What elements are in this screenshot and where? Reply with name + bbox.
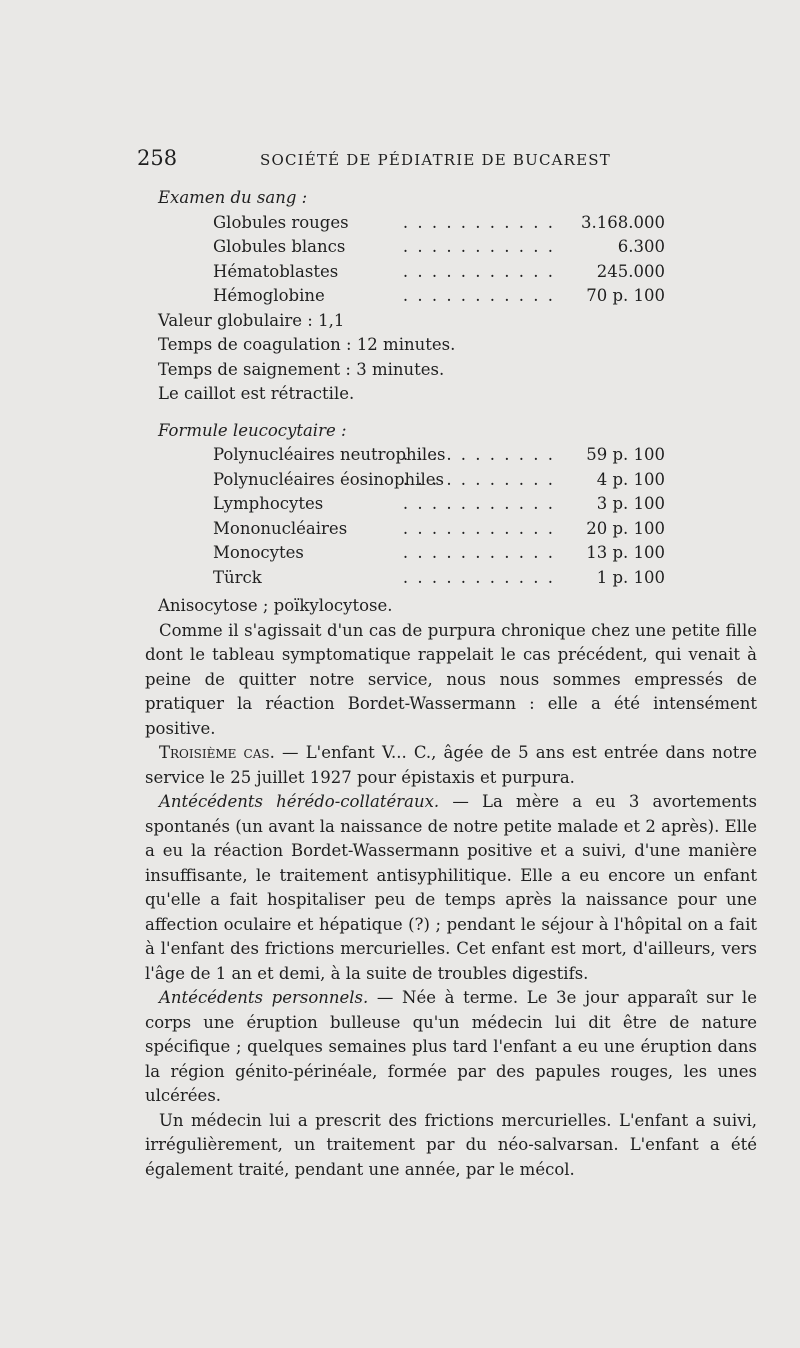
row-label: Globules blancs: [213, 237, 346, 256]
row-value: 4 p. 100: [596, 469, 665, 489]
paragraph-purpura: Comme il s'agissait d'un cas de purpura chronique chez une petite fille dont le tableau symptomatique rappelait le cas précédent, qui venait à peine de quitter notre service, nous nous sommes empressés de pratiquer la réaction Bordet-Wassermann : elle a été intensément positive.: [145, 620, 757, 738]
row-label: Hémoglobine: [213, 286, 325, 305]
table-row: [145, 211, 757, 236]
table-row: [145, 541, 757, 566]
row-value: 20 p. 100: [586, 518, 665, 538]
row-label: Türck: [213, 567, 262, 587]
row-label: Lymphocytes: [213, 494, 324, 513]
table-row: [145, 443, 757, 468]
personal-heading: Antécédents personnels.: [159, 988, 369, 1007]
dot-leader: . . . . . . . . . . .: [402, 212, 555, 232]
dot-leader: . . . . . . . . . . .: [402, 286, 555, 305]
table-row: [145, 235, 757, 260]
running-title: SOCIÉTÉ DE PÉDIATRIE DE BUCAREST: [260, 151, 611, 169]
dot-leader: . . . . . . . . . . .: [402, 518, 555, 538]
statement-line: Temps de saignement : 3 minutes.: [158, 359, 445, 379]
row-value: 3 p. 100: [596, 494, 665, 513]
row-value: 70 p. 100: [586, 286, 665, 305]
statement-line: Le caillot est rétractile.: [158, 384, 355, 403]
dot-leader: . . . . . . . . . . .: [402, 445, 555, 464]
row-value: 1 p. 100: [596, 567, 665, 587]
row-label: Polynucléaires neutrophiles: [213, 445, 446, 464]
paragraph-personal: [145, 986, 757, 1109]
row-value: 245.000: [596, 261, 665, 281]
row-label: Mononucléaires: [213, 518, 348, 538]
row-value: 59 p. 100: [586, 445, 665, 464]
third-case-heading: Troisième cas.: [159, 743, 275, 762]
row-label: Monocytes: [213, 543, 304, 562]
table-row: [145, 517, 757, 542]
paragraph-treatment: Un médecin lui a prescrit des frictions mercurielles. L'enfant a suivi, irrégulièrement, un traitement par du néo-salvarsan. L'enfant a été également traité, pendant une année, par le mécol.: [145, 1110, 757, 1179]
statement-line: Valeur globulaire : 1,1: [158, 310, 345, 330]
statement-line: Temps de coagulation : 12 minutes.: [158, 335, 456, 354]
paragraph-heredo: [145, 790, 757, 986]
row-value: 3.168.000: [581, 212, 665, 232]
blood-table: [145, 211, 757, 309]
row-label: Globules rouges: [213, 212, 349, 232]
table-row: [145, 284, 757, 309]
dot-leader: . . . . . . . . . . .: [402, 261, 555, 281]
section-heading-formula: Formule leucocytaire :: [158, 420, 347, 440]
table-row: [145, 566, 757, 591]
dot-leader: . . . . . . . . . . .: [402, 494, 555, 513]
page-body: [145, 186, 757, 1182]
leukocyte-table: [145, 443, 757, 590]
row-value: 6.300: [617, 237, 665, 256]
row-label: Polynucléaires éosinophiles: [213, 469, 444, 489]
page-number: 258: [137, 146, 178, 170]
third-case-text: — L'enfant V... C., âgée de 5 ans est entrée dans notre service le 25 juillet 1927 pour épistaxis et purpura.: [145, 743, 758, 787]
heredo-heading: Antécédents hérédo-collatéraux.: [159, 792, 440, 811]
anisocytosis-line: Anisocytose ; poïkylocytose.: [158, 596, 393, 615]
blood-statements: [145, 309, 757, 407]
table-row: [145, 492, 757, 517]
table-row: [145, 468, 757, 493]
dot-leader: . . . . . . . . . . .: [402, 567, 555, 587]
page-header: [137, 146, 667, 176]
dot-leader: . . . . . . . . . . .: [402, 543, 555, 562]
personal-text: — Née à terme. Le 3e jour apparaît sur le corps une éruption bulleuse qu'un médecin lui dit être de nature spécifique ; quelques semaines plus tard l'enfant a eu une éruption dans la région génito-périnéale, formée par des papules rouges, les unes ulcérées.: [145, 988, 757, 1105]
table-row: [145, 260, 757, 285]
paragraph-third-case: [145, 741, 757, 790]
dot-leader: . . . . . . . . . . .: [402, 469, 555, 489]
dot-leader: . . . . . . . . . . .: [402, 237, 555, 256]
heredo-text: — La mère a eu 3 avortements spontanés (un avant la naissance de notre petite malade et 2 après). Elle a eu la réaction Bordet-Wassermann positive et a suivi, d'une manière insuffisante, le traitement antisyphilitique. Elle a eu encore un enfant qu'elle a fait hospitaliser peu de temps après la naissance pour une affection oculaire et hépatique (?) ; pendant le séjour à l'hôpital on a fait à l'enfant des frictions mercurielles. Cet enfant est mort, d'ailleurs, vers l'âge de 1 an et demi, à la suite de troubles digestifs.: [145, 792, 757, 983]
section-heading-blood: Examen du sang :: [158, 188, 308, 207]
row-value: 13 p. 100: [586, 543, 665, 562]
row-label: Hématoblastes: [213, 261, 339, 281]
